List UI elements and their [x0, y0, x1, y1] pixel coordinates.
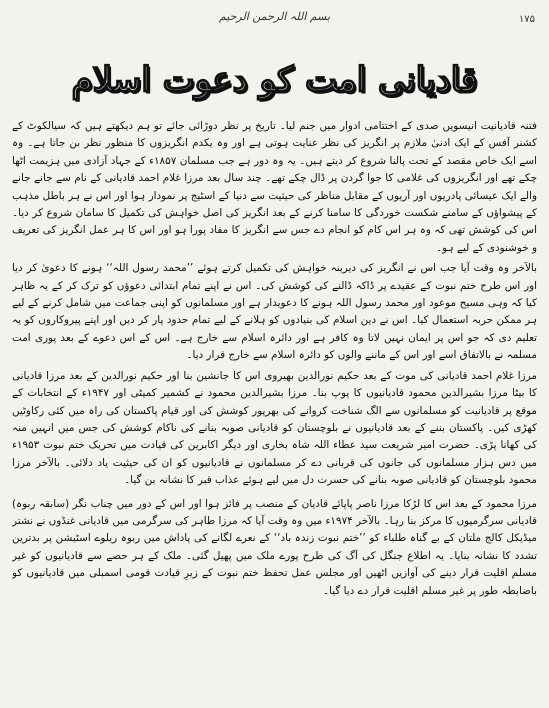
article-title: قادیانی امت کو دعوت اسلام [71, 60, 478, 100]
paragraph-2: بالآخر وہ وقت آیا جب اس نے انگریز کی دیرینہ خواہش کی تکمیل کرتے ہوئے ’’محمد رسول اللہ‘‘ ہونے کا دعویٰ کر دیا اور اس طرح ختم نبوت کے عقیدے پر ڈاکہ ڈالنے کی کوشش کی۔ اس نے اپنے تمام ابتدائی دعوؤں کو ترک کر کے یہ ظاہر کیا کہ وہی مسیح موعود اور محمد رسول اللہ ہونے کا دعویدار ہے اور مسلمانوں کو اپنی جماعت میں شامل کرنے کے لیے ہر ممکن حربہ استعمال کیا۔ اس نے دین اسلام کی بنیادوں کو ہلانے کے لیے تمام حدود پار کر دیں اور اپنے پیروکاروں کو یہ تعلیم دی کہ جو اس پر ایمان نہیں لاتا وہ کافر ہے اور دائرہ اسلام سے خارج ہے۔ اس کے اس دعوے کے بعد پوری امت مسلمہ نے بالاتفاق اسے اور اس کے ماننے والوں کو دائرہ اسلام سے خارج قرار دیا۔ [12, 262, 537, 362]
paragraph-1: فتنہ قادیانیت انیسویں صدی کے اختتامی ادوار میں جنم لیا۔ تاریخ پر نظر دوڑائی جائے تو ہم دیکھتے ہیں کہ سیالکوٹ کے کشنر آفس کے ایک ادنیٰ ملازم پر انگریز کی نظر عنایت ہوتی ہے اور وہ یکدم انگریزوں کا منظور نظر بن جاتا ہے۔ وہ اسے ایک خاص مقصد کے تحت پالنا شروع کر دیتے ہیں۔ یہ وہ دور ہے جب مسلمان ۱۸۵۷ء کے جہاد آزادی میں ہزیمت اٹھا چکے تھے اور انگریزوں کی غلامی کا جوا گردن پر ڈال چکے تھے۔ چند سال بعد مرزا غلام احمد قادیانی کے نام سے جانے جانے والے ایک عیسائی پادریوں اور آریوں کے مقابل مناظر کی حیثیت سے دنیا کے اسٹیج پر نمودار ہوا اور اس نے ہر باطل مذہب کے پیشواؤں کے سامنے شکست خوردگی کا سامنا کرنے کے بعد انگریز کی اصل خواہش کی تکمیل کا سامان شروع کر دیا۔ اس کی کوشش تھی کہ وہ ہر اس کام کو انجام دے جس سے انگریز کا مفاد پورا ہو اور اس کا ہر عمل انگریز کی تعریف و خوشنودی کے لیے ہو۔ [12, 120, 537, 254]
paragraph-4: مرزا محمود کے بعد اس کا لڑکا مرزا ناصر پاپائے قادیان کے منصب پر فائز ہوا اور اس کے دور میں چناب نگر (سابقہ ربوہ) قادیانی سرگرمیوں کا مرکز بنا رہا۔ بالآخر ۱۹۷۴ء میں وہ وقت آیا کہ مرزا طاہر کی سرگرمی میں قادیانی غنڈوں نے نشتر میڈیکل کالج ملتان کے بے گناہ طلباء کو ’’ختم نبوت زندہ باد‘‘ کے نعرے لگانے کی پاداش میں ربوہ ریلوے اسٹیشن پر بدترین تشدد کا نشانہ بنایا۔ یہ اطلاع جنگل کی آگ کی طرح پورے ملک میں پھیل گئی۔ ملک کے ہر حصے سے قادیانیوں کو غیر مسلم اقلیت قرار دینے کی آوازیں اٹھیں اور مجلس عمل تحفظ ختم نبوت کے زیرِ قیادت قومی اسمبلی میں قادیانیوں کو باضابطہ طور پر غیر مسلم اقلیت قرار دے دیا گیا۔ [12, 497, 537, 597]
page-number: ۱۷۵ [518, 14, 535, 25]
article-body [12, 118, 537, 700]
paragraph-3: مرزا غلام احمد قادیانی کی موت کے بعد حکیم نورالدین بھیروی اس کا جانشین بنا اور حکیم نورالدین کے بعد مرزا قادیانی کا بیٹا مرزا بشیرالدین محمود قادیانیوں کا پوپ بنا۔ مرزا بشیرالدین محمود نے کشمیر کمیٹی اور ۱۹۴۷ء کے انتخابات کے موقع پر قادیانیت کو مسلمانوں سے الگ شناخت کروانے کی بھرپور کوشش کی اور قیام پاکستان کی راہ میں کئی رکاوٹیں کھڑی کیں۔ پاکستان بننے کے بعد قادیانیوں نے بلوچستان کو قادیانی صوبہ بنانے کی ناکام کوشش کی جس میں انہیں منہ کی کھانا پڑی۔ حضرت امیر شریعت سید عطاء اللہ شاہ بخاری اور دیگر اکابرین کی قیادت میں تحریک ختم نبوت ۱۹۵۳ء میں دس ہزار مسلمانوں کی جانوں کی قربانی دے کر مسلمانوں نے قادیانیوں کو ان کی حیثیت یاد دلائی۔ بالآخر مرزا محمود بلوچستان کو قادیانی صوبہ بنانے کی حسرت دل میں لیے ہوئے عذاب قبر کا نشانہ بن گیا۔ [12, 369, 537, 487]
bismillah-header: بسم اللہ الرحمن الرحیم [218, 10, 331, 23]
